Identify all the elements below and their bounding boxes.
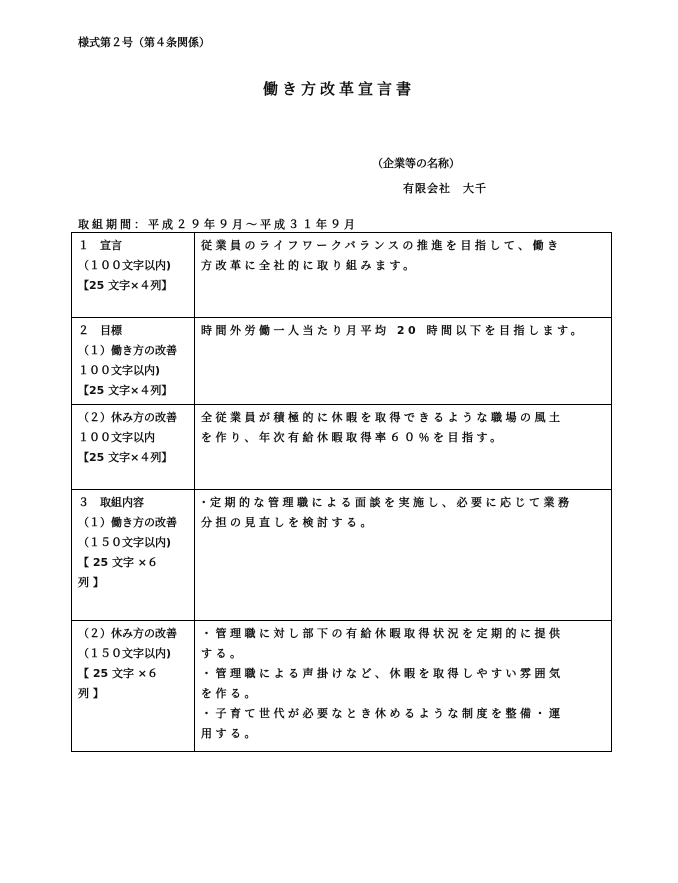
heading-line: 【 25 文字 ×６ [78,667,159,680]
heading-line: 【25 文字×４列】 [78,384,173,397]
heading-line: 列 】 [78,687,104,700]
content-line: 方改革に全社的に取り組みます。 [201,259,418,272]
row-content [195,233,612,318]
heading-line: （１）働き方の改善 [78,516,177,529]
content-line: を作る。 [201,687,259,700]
document-title: 働き方改革宣言書 [262,80,415,98]
row-heading [72,405,195,490]
heading-line: 【 25 文字 ×６ [78,556,159,569]
heading-line: ３ 取組内容 [78,496,144,509]
table-row-goal-work [72,318,612,405]
heading-line: １ 宣言 [78,239,122,252]
heading-line: 列 】 [78,576,104,589]
heading-line: （１００文字以内) [78,259,172,272]
content-line: 用する。 [201,727,259,740]
row-content [195,405,612,490]
content-line: する。 [201,647,245,660]
heading-line: （２）休み方の改善 [78,411,177,424]
table-row-goal-rest [72,405,612,490]
heading-line: （１）働き方の改善 [78,344,177,357]
content-line: ・管理職に対し部下の有給休暇取得状況を定期的に提供 [201,627,564,640]
row-heading [72,318,195,405]
content-line: ・子育て世代が必要なとき休めるような制度を整備・運 [201,707,564,720]
row-content [195,621,612,752]
content-line: 従業員のライフワークバランスの推進を目指して、働き [201,239,562,252]
content-line: 時間外労働一人当たり月平均 20 時間以下を目指します。 [201,324,586,337]
content-line: 分担の見直しを検討する。 [201,516,375,529]
content-line: 全従業員が積極的に休暇を取得できるような職場の風土 [201,411,564,424]
row-heading [72,621,195,752]
content-line: ・管理職による声掛けなど、休暇を取得しやすい雰囲気 [201,667,564,680]
row-content [195,318,612,405]
company-name: 有限会社 大千 [403,182,487,195]
table-row-action-rest [72,621,612,752]
row-heading [72,490,195,621]
content-line: ･定期的な管理職による面談を実施し、必要に応じて業務 [201,496,573,509]
content-line: を作り、年次有給休暇取得率６０％を目指す。 [201,431,505,444]
heading-line: （１５０文字以内) [78,647,172,660]
row-heading [72,233,195,318]
heading-line: 【25 文字×４列】 [78,451,173,464]
declaration-table [71,232,612,752]
heading-line: １００文字以内 [78,431,155,444]
row-content [195,490,612,621]
company-label: （企業等の名称） [372,157,460,170]
heading-line: １００文字以内) [78,364,161,377]
heading-line: ２ 目標 [78,324,122,337]
heading-line: （１５０文字以内) [78,536,172,549]
heading-line: 【25 文字×４列】 [78,279,173,292]
table-row-action-work [72,490,612,621]
heading-line: （２）休み方の改善 [78,627,177,640]
table-row-declaration [72,233,612,318]
form-number: 様式第２号（第４条関係） [78,36,210,49]
initiative-period: 取組期間：平成２９年９月～平成３１年９月 [78,218,358,231]
